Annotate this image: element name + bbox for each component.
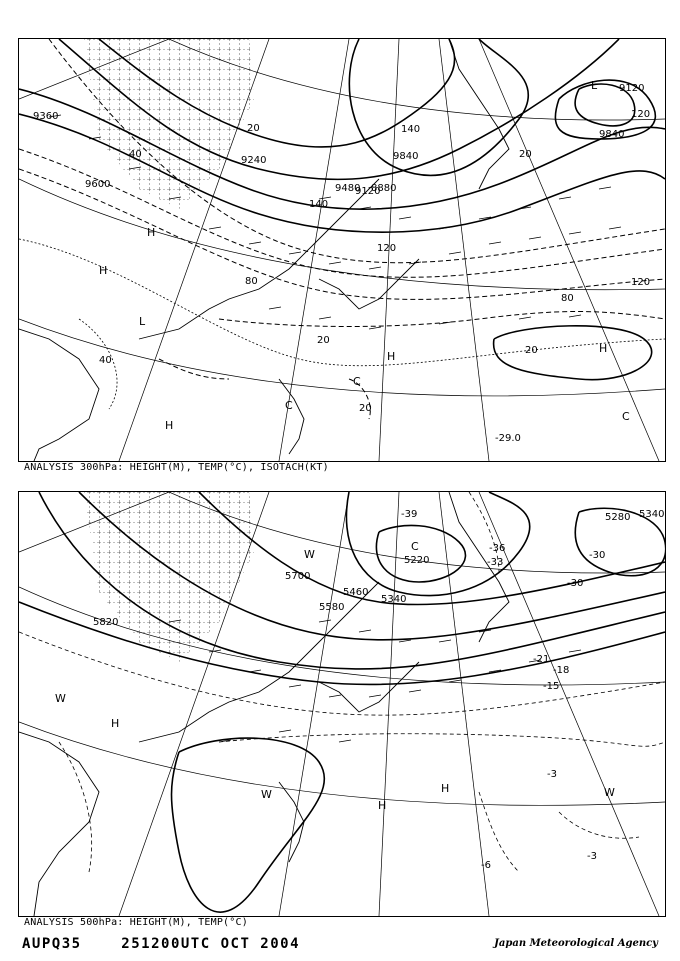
pressure-center-2: W: [261, 788, 272, 801]
coastlines: [19, 39, 509, 461]
temp-label-0: -39: [401, 509, 418, 520]
pressure-center-1: H: [111, 717, 120, 730]
height-label-0: 9120: [619, 83, 645, 94]
height-label-3: 9600: [85, 179, 111, 190]
temp-label-10: -30: [589, 550, 606, 561]
pressure-center-6: C: [411, 540, 419, 553]
isotach-label-7: 40: [99, 355, 112, 366]
temp-label-0: -29.0: [495, 433, 521, 444]
pressure-center-0: W: [55, 692, 66, 705]
temp-label-8: -3: [587, 851, 597, 862]
height-label-2: 9360: [33, 111, 59, 122]
chart-datetime: 251200UTC OCT 2004: [121, 936, 301, 952]
pressure-center-7: W: [304, 548, 315, 561]
isotach-label-8: 80: [561, 293, 574, 304]
height-label-2: 5580: [319, 602, 345, 613]
height-label-1: 5820: [93, 617, 119, 628]
coastlines: [19, 492, 509, 916]
height-label-6: 5280: [605, 512, 631, 523]
temp-label-5: -18: [553, 665, 570, 676]
temp-label-9: -6: [481, 860, 491, 871]
chart-code: AUPQ35: [22, 936, 82, 952]
snow-cover-hatching: [84, 492, 254, 662]
height-label-6: 8880: [371, 183, 397, 194]
isotach-label-2: 80: [245, 276, 258, 287]
pressure-center-0: H: [99, 264, 108, 277]
map-500hpa-chart: [19, 492, 665, 916]
isotach-label-3: 120: [377, 243, 397, 254]
chart-identifier: [22, 936, 300, 952]
height-label-4: 5340: [381, 594, 407, 605]
temperature-lines: [19, 239, 665, 409]
pressure-center-4: H: [599, 342, 608, 355]
temp-label-2: -33: [487, 557, 504, 568]
temp-label-3: -30: [567, 578, 584, 589]
temp-label-1: 20: [359, 403, 372, 414]
map-500hpa-caption: ANALYSIS 500hPa: HEIGHT(M), TEMP(°C): [24, 917, 248, 928]
pressure-center-2: L: [139, 315, 146, 328]
pressure-center-3: H: [378, 799, 387, 812]
height-label-0: 5700: [285, 571, 311, 582]
pressure-center-3: H: [387, 350, 396, 363]
height-label-5: 5220: [404, 555, 430, 566]
height-label-7: 9120: [355, 186, 381, 197]
pressure-center-4: H: [441, 782, 450, 795]
isotach-label-5: 20: [525, 345, 538, 356]
isotach-label-4: 140: [401, 124, 421, 135]
pressure-center-9: L: [591, 79, 598, 92]
temp-label-6: -15: [543, 681, 560, 692]
pressure-center-6: C: [353, 375, 361, 388]
height-label-3: 5460: [343, 587, 369, 598]
isotach-label-9: 120: [631, 277, 651, 288]
isotach-label-1: 40: [129, 149, 142, 160]
pressure-center-5: W: [604, 786, 615, 799]
height-label-8: 9840: [599, 129, 625, 140]
height-label-7: 5340: [639, 509, 665, 520]
height-label-5: 9840: [393, 151, 419, 162]
map-300hpa-caption: ANALYSIS 300hPa: HEIGHT(M), TEMP(°C), ISOTACH(KT): [24, 462, 329, 473]
agency-credit: Japan Meteorological Agency: [494, 938, 658, 949]
isotach-label-12: 20: [519, 149, 532, 160]
temp-label-1: -36: [489, 543, 506, 554]
temp-label-4: -21: [533, 654, 550, 665]
isotach-label-0: 20: [247, 123, 260, 134]
wind-barbs: [169, 620, 581, 742]
isotach-label-10: 120: [631, 109, 651, 120]
pressure-center-8: C: [622, 410, 630, 423]
temp-label-7: -3: [547, 769, 557, 780]
pressure-center-7: C: [285, 399, 293, 412]
height-label-4: 9480: [335, 183, 361, 194]
pressure-center-5: H: [165, 419, 174, 432]
height-label-1: 9240: [241, 155, 267, 166]
isotach-label-11: 140: [309, 199, 329, 210]
pressure-center-1: H: [147, 226, 156, 239]
map-300hpa-chart: [19, 39, 665, 461]
map-300hpa-panel: [18, 38, 666, 462]
map-500hpa-panel: [18, 491, 666, 917]
isotach-label-6: 20: [317, 335, 330, 346]
